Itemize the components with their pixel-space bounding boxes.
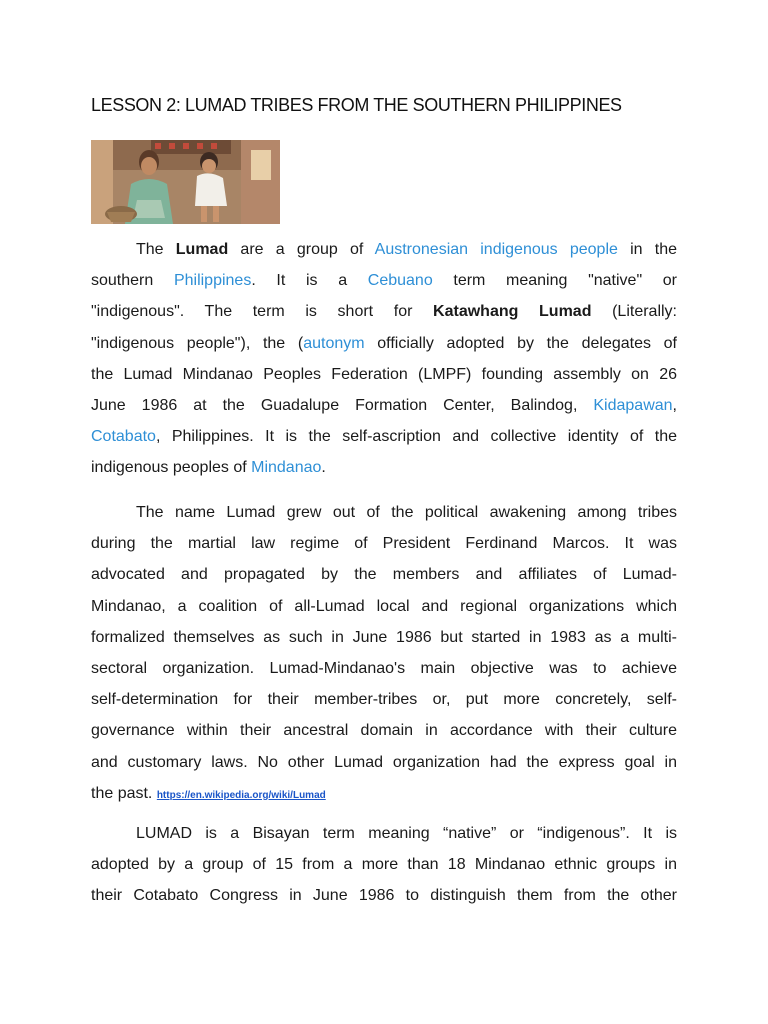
text-line: "indigenous people"), the (autonym officially adopted by the delegates of	[91, 334, 678, 352]
paragraph-lumad-definition	[91, 234, 677, 484]
link-kidapawan[interactable]: Kidapawan	[593, 396, 673, 414]
text-line: the Lumad Mindanao Peoples Federation (LMPF) founding assembly on 26	[91, 365, 677, 383]
text-line: formalized themselves as such in June 1986 but started in 1983 as a multi-	[91, 628, 677, 646]
text-line: The Lumad are a group of Austronesian indigenous people in the	[136, 241, 678, 258]
text-line: their Cotabato Congress in June 1986 to distinguish them from the other	[91, 887, 677, 905]
text-line: LUMAD is a Bisayan term meaning “native” or “indigenous”. It is	[136, 825, 677, 842]
text-line: the past. https://en.wikipedia.org/wiki/Lumad	[91, 784, 326, 802]
paragraph-lumad-bisayan-term	[91, 818, 677, 911]
text-line: and customary laws. No other Lumad organization had the express goal in	[91, 753, 677, 771]
link-cebuano[interactable]: Cebuano	[367, 272, 433, 290]
link-autonym[interactable]: autonym	[303, 334, 365, 352]
text-line: indigenous peoples of Mindanao.	[91, 459, 326, 477]
link-cotabato[interactable]: Cotabato	[91, 428, 156, 446]
text-line: governance within their ancestral domain in accordance with their culture	[91, 722, 677, 740]
photo-of-lumad-woman-and-child-icon	[91, 140, 280, 224]
term-lumad: Lumad	[175, 241, 229, 258]
source-link-wikipedia[interactable]: https://en.wikipedia.org/wiki/Lumad	[156, 789, 326, 801]
text-line: June 1986 at the Guadalupe Formation Center, Balindog, Kidapawan,	[91, 396, 677, 414]
paragraph-lumad-origin	[91, 497, 677, 809]
text-line: self-determination for their member-tribes or, put more concretely, self-	[91, 691, 677, 709]
term-katawhang-lumad: Katawhang Lumad	[433, 303, 592, 321]
text-line: Cotabato, Philippines. It is the self-ascription and collective identity of the	[91, 428, 677, 446]
text-line: adopted by a group of 15 from a more than 18 Mindanao ethnic groups in	[91, 856, 677, 874]
link-austronesian-indigenous-people[interactable]: Austronesian indigenous people	[374, 241, 618, 258]
text-line: during the martial law regime of President Ferdinand Marcos. It was	[91, 535, 677, 553]
text-line: sectoral organization. Lumad-Mindanao's main objective was to achieve	[91, 659, 677, 677]
text-line: "indigenous". The term is short for Katawhang Lumad (Literally:	[91, 303, 678, 321]
text-line: Mindanao, a coalition of all-Lumad local and regional organizations which	[91, 597, 677, 615]
lesson-title: LESSON 2: LUMAD TRIBES FROM THE SOUTHERN PHILIPPINES	[91, 95, 622, 115]
link-mindanao[interactable]: Mindanao	[251, 459, 322, 477]
text-line: advocated and propagated by the members and affiliates of Lumad-	[91, 566, 677, 584]
link-philippines[interactable]: Philippines	[173, 272, 252, 290]
text-line: southern Philippines. It is a Cebuano term meaning "native" or	[91, 272, 678, 290]
text-line: The name Lumad grew out of the political awakening among tribes	[136, 504, 677, 521]
